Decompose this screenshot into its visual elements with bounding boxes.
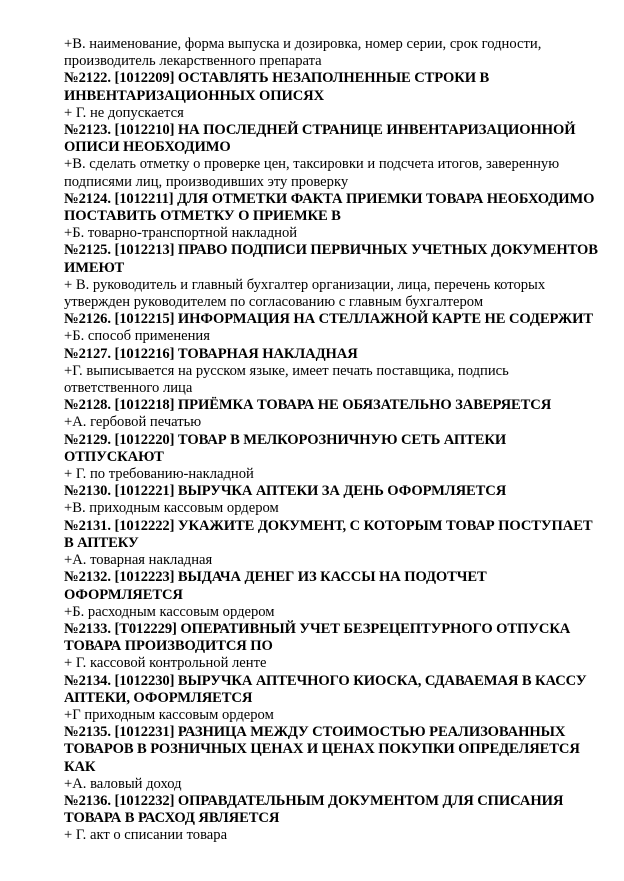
question-line: ОТПУСКАЮТ xyxy=(64,448,164,465)
question-line: №2130. [1012221] ВЫРУЧКА АПТЕКИ ЗА ДЕНЬ ОФОРМЛЯЕТСЯ xyxy=(64,483,507,500)
question-line: №2125. [1012213] ПРАВО ПОДПИСИ ПЕРВИЧНЫХ УЧЕТНЫХ ДОКУМЕНТОВ xyxy=(64,242,598,259)
answer-line: +А. товарная накладная xyxy=(64,552,213,569)
question-line: №2135. [1012231] РАЗНИЦА МЕЖДУ СТОИМОСТЬЮ РЕАЛИЗОВАННЫХ xyxy=(64,724,566,741)
answer-line: ответственного лица xyxy=(64,380,193,397)
question-line: №2127. [1012216] ТОВАРНАЯ НАКЛАДНАЯ xyxy=(64,345,358,362)
answer-line: утвержден руководителем по согласованию с главным бухгалтером xyxy=(64,294,484,311)
answer-line: + Г. кассовой контрольной ленте xyxy=(64,655,267,672)
answer-line: +А. гербовой печатью xyxy=(64,414,202,431)
answer-line: + Г. по требованию-накладной xyxy=(64,466,254,483)
question-line: №2131. [1012222] УКАЖИТЕ ДОКУМЕНТ, С КОТОРЫМ ТОВАР ПОСТУПАЕТ xyxy=(64,517,593,534)
document-page xyxy=(64,36,604,845)
question-line: ТОВАРА В РАСХОД ЯВЛЯЕТСЯ xyxy=(64,810,280,827)
answer-line: подписями лиц, производивших эту проверку xyxy=(64,173,349,190)
answer-line: +Г приходным кассовым ордером xyxy=(64,706,274,723)
answer-line: +В. наименование, форма выпуска и дозировка, номер серии, срок годности, xyxy=(64,36,542,52)
question-line: №2133. [Т012229] ОПЕРАТИВНЫЙ УЧЕТ БЕЗРЕЦЕПТУРНОГО ОТПУСКА xyxy=(64,620,571,637)
answer-line: производитель лекарственного препарата xyxy=(64,53,322,70)
answer-line: +Б. товарно-транспортной накладной xyxy=(64,225,298,242)
answer-line: +В. приходным кассовым ордером xyxy=(64,500,279,517)
question-line: ТОВАРОВ В РОЗНИЧНЫХ ЦЕНАХ И ЦЕНАХ ПОКУПКИ ОПРЕДЕЛЯЕТСЯ xyxy=(64,741,580,758)
answer-line: +Б. расходным кассовым ордером xyxy=(64,603,275,620)
answer-line: +А. валовый доход xyxy=(64,775,182,792)
question-line: №2136. [1012232] ОПРАВДАТЕЛЬНЫМ ДОКУМЕНТОМ ДЛЯ СПИСАНИЯ xyxy=(64,792,564,809)
question-line: В АПТЕКУ xyxy=(64,534,139,551)
answer-line: +Г. выписывается на русском языке, имеет печать поставщика, подпись xyxy=(64,362,509,379)
question-line: №2128. [1012218] ПРИЁМКА ТОВАРА НЕ ОБЯЗАТЕЛЬНО ЗАВЕРЯЕТСЯ xyxy=(64,397,552,414)
question-line: ОФОРМЛЯЕТСЯ xyxy=(64,586,183,603)
answer-line: + Г. не допускается xyxy=(64,104,184,121)
question-line: №2134. [1012230] ВЫРУЧКА АПТЕЧНОГО КИОСКА, СДАВАЕМАЯ В КАССУ xyxy=(64,672,587,689)
question-line: ИНВЕНТАРИЗАЦИОННЫХ ОПИСЯХ xyxy=(64,87,325,104)
answer-line: + В. руководитель и главный бухгалтер организации, лица, перечень которых xyxy=(64,276,546,293)
answer-line: +Б. способ применения xyxy=(64,328,210,345)
answer-line: +В. сделать отметку о проверке цен, таксировки и подсчета итогов, заверенную xyxy=(64,156,560,173)
question-line: ТОВАРА ПРОИЗВОДИТСЯ ПО xyxy=(64,638,273,655)
answer-line: + Г. акт о списании товара xyxy=(64,827,228,844)
question-line: АПТЕКИ, ОФОРМЛЯЕТСЯ xyxy=(64,689,253,706)
question-line: ПОСТАВИТЬ ОТМЕТКУ О ПРИЕМКЕ В xyxy=(64,208,341,225)
question-line: №2124. [1012211] ДЛЯ ОТМЕТКИ ФАКТА ПРИЕМКИ ТОВАРА НЕОБХОДИМО xyxy=(64,190,595,207)
question-line: №2126. [1012215] ИНФОРМАЦИЯ НА СТЕЛЛАЖНОЙ КАРТЕ НЕ СОДЕРЖИТ xyxy=(64,311,593,328)
question-line: ОПИСИ НЕОБХОДИМО xyxy=(64,139,231,156)
question-line: №2132. [1012223] ВЫДАЧА ДЕНЕГ ИЗ КАССЫ НА ПОДОТЧЕТ xyxy=(64,569,487,586)
question-line: КАК xyxy=(64,758,96,775)
question-line: ИМЕЮТ xyxy=(64,259,125,276)
question-line: №2122. [1012209] ОСТАВЛЯТЬ НЕЗАПОЛНЕННЫЕ СТРОКИ В xyxy=(64,70,490,87)
question-line: №2129. [1012220] ТОВАР В МЕЛКОРОЗНИЧНУЮ СЕТЬ АПТЕКИ xyxy=(64,431,507,448)
question-line: №2123. [1012210] НА ПОСЛЕДНЕЙ СТРАНИЦЕ ИНВЕНТАРИЗАЦИОННОЙ xyxy=(64,122,576,139)
